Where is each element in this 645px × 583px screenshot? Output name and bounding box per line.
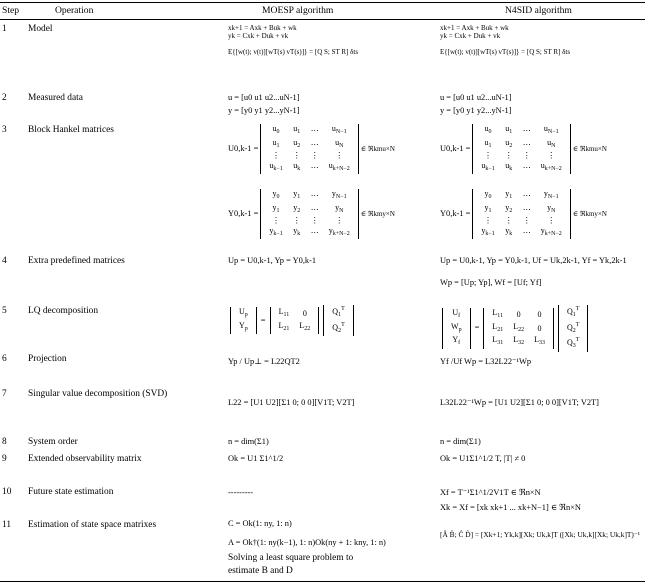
n4sid-lq: $U_f$ $W_p$ $Y_f$ = $L_{11}$ 0 0 $L_{21}$ $L_{22}$ 0 $L_{31}$ $L_{32}$ $L_{33}$ $Q_1^T$ $Q_2^T$ $Q_3^T$ — [440, 305, 590, 352]
n4sid-data-y: y = [y0 y1 y2...yN-1] — [440, 106, 512, 115]
n4sid-u-hankel-matrix: $u_0$ $u_1$ ⋯ $u_{N-1}$ $u_1$ $u_2$ ⋯ $u_N$ ⋮ ⋮ ⋮ ⋮ $u_{k-1}$ $u_k$ ⋯ $u_{k+N-2}$ — [472, 124, 571, 174]
n4sid-y-hankel — [440, 189, 607, 239]
n4sid-model-output-eq: yk = Cxk + Duk + vk — [440, 32, 501, 40]
n4sid-u-hankel — [440, 124, 607, 174]
step-number: 11 — [2, 520, 12, 530]
step-number: 1 — [2, 24, 7, 34]
operation-label: Extended observability matrix — [28, 454, 142, 464]
step-number: 10 — [2, 487, 12, 497]
n4sid-model-state-eq: xk+1 = Axk + Buk + wk — [440, 24, 509, 32]
n4sid-extra-1: Up = U0,k-1, Yp = Y0,k-1, Uf = Uk,2k-1, Yf = Yk,2k-1 — [440, 256, 627, 265]
n4sid-u-hankel-dim: ∈ ℜkmu×N — [572, 145, 607, 154]
n4sid-data-u: u = [u0 u1 u2...uN-1] — [440, 93, 512, 102]
moesp-lq-q: $Q_1^T$ $Q_2^T$ — [323, 305, 353, 336]
moesp-model-output-eq: yk = Cxk + Duk + vk — [228, 32, 289, 40]
moesp-u-hankel — [228, 124, 395, 174]
n4sid-y-hankel-lhs: Y0,k-1 = — [440, 209, 471, 219]
moesp-est-c: C = Ok(1: ny, 1: n) — [228, 519, 292, 528]
operation-label: System order — [28, 437, 78, 447]
n4sid-lq-lhs: $U_f$ $W_p$ $Y_f$ — [442, 308, 471, 349]
operation-label: Block Hankel matrices — [28, 125, 114, 135]
moesp-future-state: --------- — [228, 488, 254, 497]
n4sid-xf: Xf = T⁻¹Σ1^1/2V1T ∈ ℜn×N — [440, 488, 541, 497]
n4sid-model — [440, 24, 570, 56]
moesp-lq: $U_p$ $Y_p$ = $L_{11}$ 0 $L_{21}$ $L_{22}$ $Q_1^T$ $Q_2^T$ — [228, 305, 356, 336]
header-moesp: MOESP algorithm — [262, 5, 334, 16]
operation-label: Singular value decomposition (SVD) — [28, 389, 168, 399]
moesp-extra: Up = U0,k-1, Yp = Y0,k-1 — [228, 256, 317, 265]
moesp-y-hankel-matrix: $y_0$ $y_1$ ⋯ $y_{N-1}$ $y_1$ $y_2$ ⋯ $y_N$ ⋮ ⋮ ⋮ ⋮ $y_{k-1}$ $y_k$ ⋯ $y_{k+N-2}$ — [260, 189, 359, 239]
operation-label: Measured data — [28, 93, 83, 103]
header-operation: Operation — [55, 5, 94, 16]
moesp-order: n = dim(Σ1) — [228, 437, 269, 446]
moesp-y-hankel-dim: ∈ ℜkmy×N — [360, 210, 395, 219]
step-number: 7 — [2, 389, 7, 399]
n4sid-svd: L32L22⁻¹Wp = [U1 U2][Σ1 0; 0 0][V1T; V2T] — [440, 398, 599, 407]
operation-label: Extra predefined matrices — [28, 256, 125, 266]
moesp-u-hankel-matrix: $u_0$ $u_1$ ⋯ $u_{N-1}$ $u_1$ $u_2$ ⋯ $u_N$ ⋮ ⋮ ⋮ ⋮ $u_{k-1}$ $u_k$ ⋯ $u_{k+N-2}$ — [260, 124, 359, 174]
operation-label: Estimation of state space matrixes — [28, 520, 157, 530]
moesp-est-a: A = Ok†(1: ny(k−1), 1: n)Ok(ny + 1: kny, 1: n) — [228, 538, 386, 547]
operation-label: Model — [28, 24, 53, 34]
header-rule — [0, 19, 645, 20]
header-n4sid: N4SID algorithm — [505, 5, 572, 16]
step-number: 4 — [2, 256, 7, 266]
top-rule — [0, 2, 645, 3]
n4sid-order: n = dim(Σ1) — [440, 437, 481, 446]
n4sid-xk: Xk = Xf = [xk xk+1 ... xk+N−1] ∈ ℜn×N — [440, 503, 581, 512]
moesp-lq-l: $L_{11}$ 0 $L_{21}$ $L_{22}$ — [270, 307, 320, 334]
moesp-svd: L22 = [U1 U2][Σ1 0; 0 0][V1T; V2T] — [228, 398, 355, 407]
moesp-projection: Yp / Up⊥ = L22QT2 — [228, 357, 300, 366]
step-number: 3 — [2, 125, 7, 135]
moesp-model-state-eq: xk+1 = Axk + Buk + wk — [228, 24, 297, 32]
n4sid-observability: Ok = U1Σ1^1/2 T, |T| ≠ 0 — [440, 454, 526, 463]
bottom-rule — [0, 581, 645, 582]
moesp-lq-lhs: $U_p$ $Y_p$ — [230, 307, 257, 334]
moesp-u-hankel-dim: ∈ ℜkmu×N — [360, 145, 395, 154]
header-step: Step — [2, 5, 20, 16]
step-number: 5 — [2, 306, 7, 316]
operation-label: Future state estimation — [28, 487, 114, 497]
moesp-est-bd-line1: Solving a least square problem to — [228, 553, 354, 563]
operation-label: Projection — [28, 354, 67, 364]
moesp-model — [228, 24, 358, 56]
n4sid-y-hankel-matrix: $y_0$ $y_1$ ⋯ $y_{N-1}$ $y_1$ $y_2$ ⋯ $y_N$ ⋮ ⋮ ⋮ ⋮ $y_{k-1}$ $y_k$ ⋯ $y_{k+N-2}$ — [472, 189, 571, 239]
moesp-est-bd-line2: estimate B and D — [228, 566, 293, 576]
step-number: 6 — [2, 354, 7, 364]
moesp-y-hankel-lhs: Y0,k-1 = — [228, 209, 259, 219]
step-number: 8 — [2, 437, 7, 447]
moesp-u-hankel-lhs: U0,k-1 = — [228, 144, 259, 154]
step-number: 2 — [2, 93, 7, 103]
moesp-data-u: u = [u0 u1 u2...uN-1] — [228, 93, 300, 102]
operation-label: LQ decomposition — [28, 306, 99, 316]
moesp-y-hankel — [228, 189, 395, 239]
n4sid-lq-l: $L_{11}$ 0 0 $L_{21}$ $L_{22}$ 0 $L_{31}$ $L_{32}$ $L_{33}$ — [483, 308, 554, 349]
n4sid-projection: Yf /Uf Wp = L32L22⁻¹Wp — [440, 357, 532, 366]
moesp-data-y: y = [y0 y1 y2...yN-1] — [228, 106, 300, 115]
n4sid-est: [Â B̂; Ĉ D̂] = [Xk+1; Yk,k][Xk; Uk,k]T ([Xk; Uk,k][Xk; Uk,k]T)⁻¹ — [440, 530, 641, 539]
moesp-observability: Ok = U1 Σ1^1/2 — [228, 454, 284, 463]
moesp-model-covariance: E{[w(t); v(t)][wT(s) vT(s)]} = [Q S; ST R] δts — [228, 48, 359, 56]
n4sid-extra-2: Wp = [Up; Yp], Wf = [Uf; Yf] — [440, 278, 542, 287]
n4sid-u-hankel-lhs: U0,k-1 = — [440, 144, 471, 154]
n4sid-model-covariance: E{[w(t); v(t)][wT(s) vT(s)]} = [Q S; ST R] δts — [440, 48, 571, 56]
n4sid-y-hankel-dim: ∈ ℜkmy×N — [572, 210, 607, 219]
n4sid-lq-q: $Q_1^T$ $Q_2^T$ $Q_3^T$ — [558, 305, 588, 352]
step-number: 9 — [2, 454, 7, 464]
